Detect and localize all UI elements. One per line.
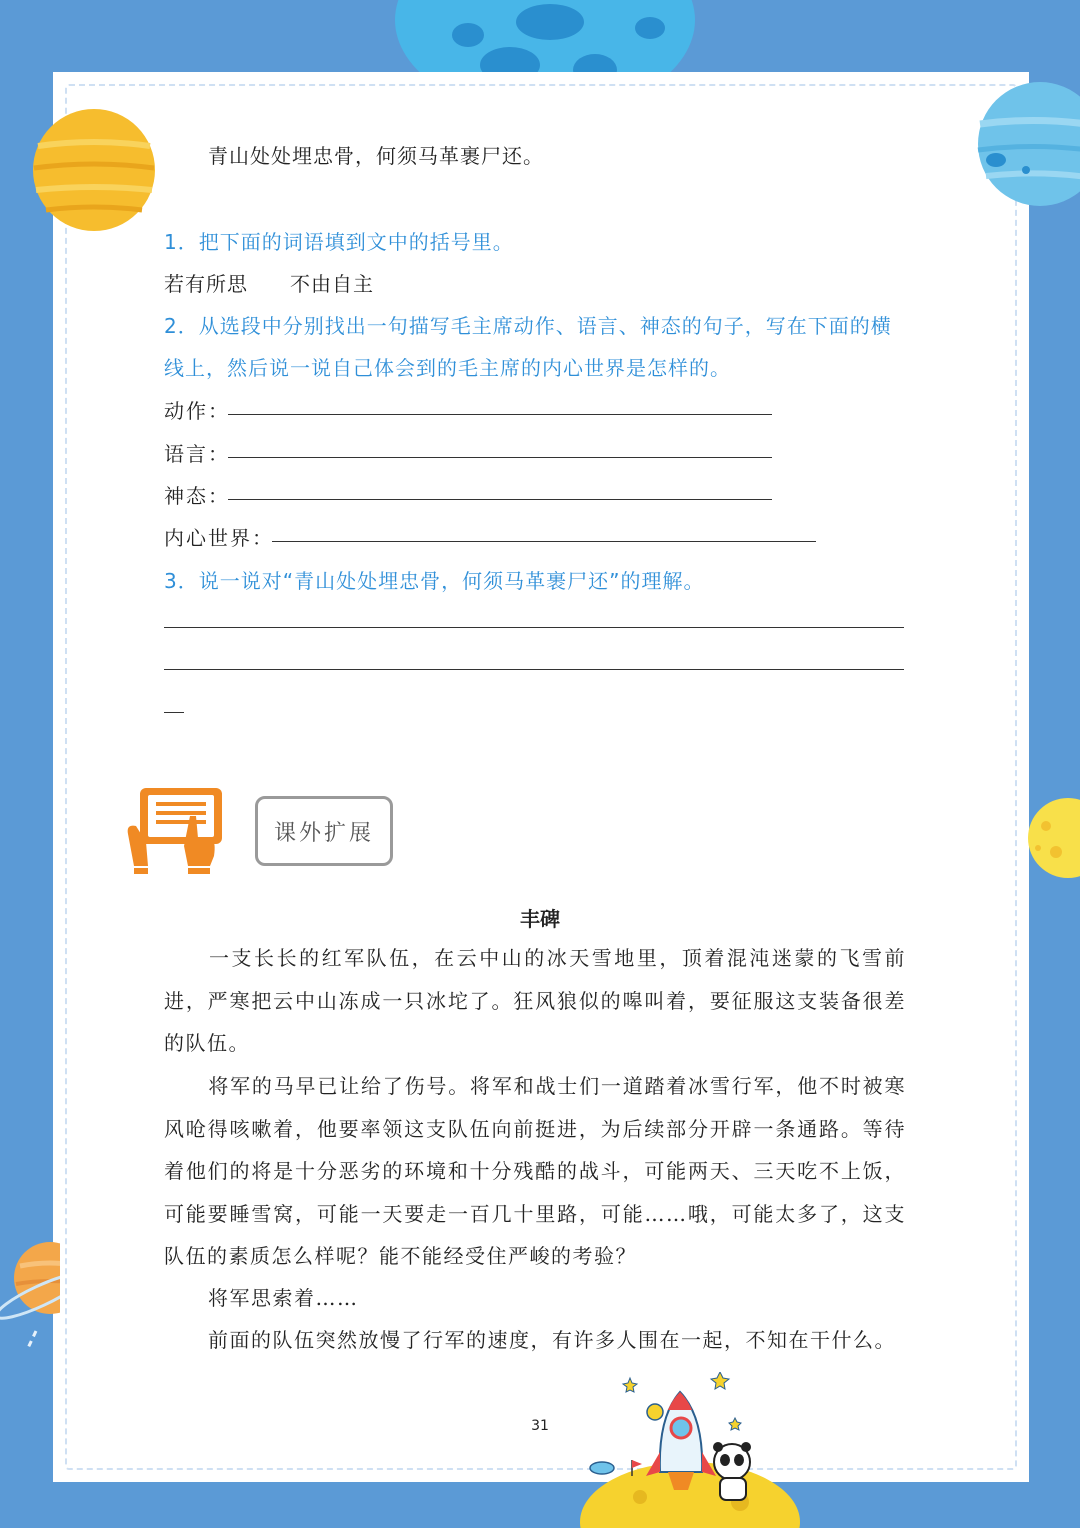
yellow-planet-icon [30,106,158,234]
answer-line-q3-2[interactable] [164,669,904,670]
question-2-line-1: 2．从选段中分别找出一句描写毛主席动作、语言、神态的句子，写在下面的横 [164,314,892,338]
answer-line-q3-3[interactable] [164,712,184,713]
story-paragraph-4-text: 前面的队伍突然放慢了行军的速度，有许多人围在一起，不知在干什么。 [208,1328,896,1352]
question-1: 1．把下面的词语填到文中的括号里。 [164,230,514,254]
section-label-extracurricular: 课外扩展 [255,796,393,866]
blank-inner-world-row [164,522,274,551]
page-number: 31 [531,1418,549,1434]
blank-label-action: 动作： [164,399,230,423]
answer-line-expression[interactable] [228,499,772,500]
story-paragraph-4 [164,1319,906,1362]
story-paragraph-1-text: 一支长长的红军队伍，在云中山的冰天雪地里，顶着混沌迷蒙的飞雪前进，严寒把云中山冻成一只冰坨了。狂风狼似的嗥叫着，要征服这支装备很差的队伍。 [164,946,906,1055]
blank-label-expression: 神态： [164,484,230,508]
blank-label-inner-world: 内心世界： [164,526,274,550]
answer-line-inner-world[interactable] [272,541,816,542]
story-paragraph-1 [164,937,906,1065]
blank-label-speech: 语言： [164,442,230,466]
answer-line-action[interactable] [228,414,772,415]
story-title: 丰碑 [520,907,560,931]
story-paragraph-3-text: 将军思索着…… [208,1286,359,1310]
blue-planet-icon [968,80,1080,208]
ringed-planet-icon [0,1236,60,1356]
small-yellow-moon-icon [1026,796,1080,880]
blank-expression-row [164,480,230,509]
rocket-panda-illustration [580,1372,800,1528]
tablet-hands-icon [126,786,226,876]
blank-action-row [164,395,230,424]
story-paragraph-2-text: 将军的马早已让给了伤号。将军和战士们一道踏着冰雪行军，他不时被寒风呛得咳嗽着，他要率领这支队伍向前挺进，为后续部分开辟一条通路。等待着他们的将是十分恶劣的环境和十分残酷的战斗，可能两天、三天吃不上饭，可能要睡雪窝，可能一天要走一百几十里路，可能……哦，可能太多了，这支队伍的素质怎么样呢？能不能经受住严峻的考验？ [164,1074,906,1268]
story-paragraph-3 [164,1277,906,1320]
question-1-words: 若有所思 不由自主 [164,272,374,296]
answer-line-q3-1[interactable] [164,627,904,628]
question-2-line-2: 线上，然后说一说自己体会到的毛主席的内心世界是怎样的。 [164,356,731,380]
question-3: 3．说一说对“青山处处埋忠骨，何须马革裹尸还”的理解。 [164,569,705,593]
story-paragraph-2 [164,1065,906,1278]
poem-line: 青山处处埋忠骨，何须马革裹尸还。 [208,144,544,168]
answer-line-speech[interactable] [228,457,772,458]
blank-speech-row [164,438,230,467]
